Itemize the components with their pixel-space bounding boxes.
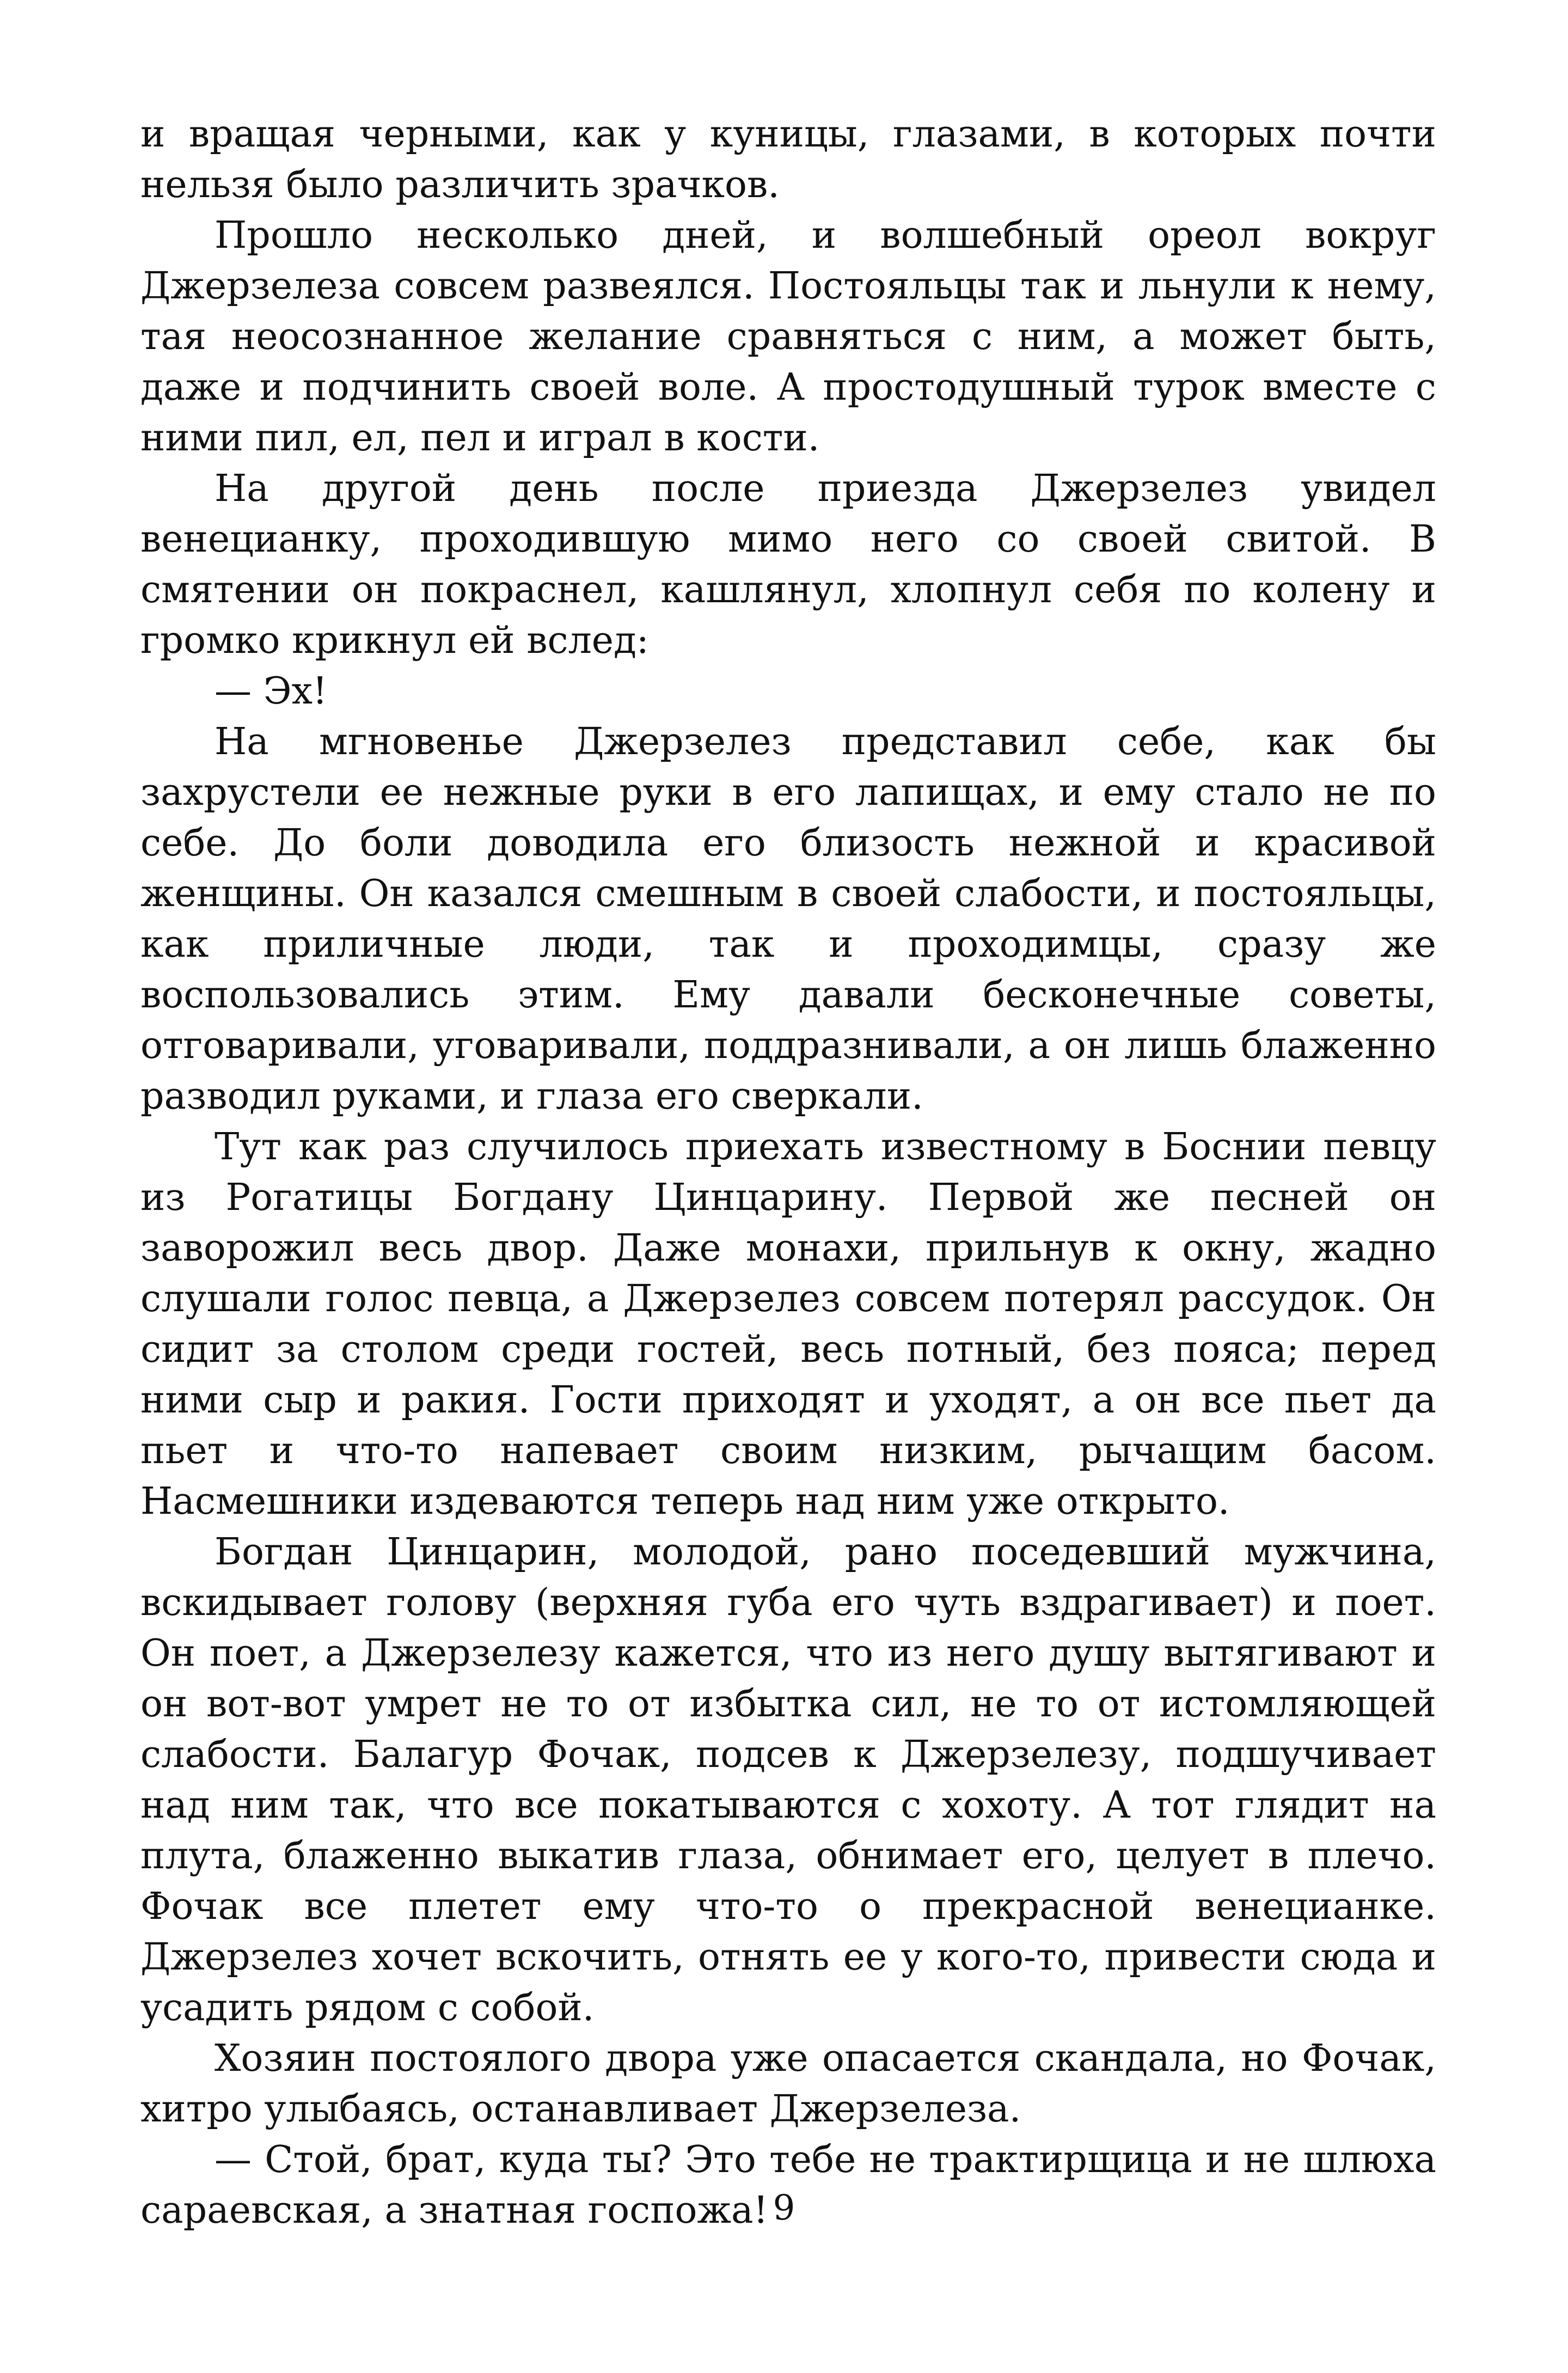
paragraph: Тут как раз случилось приехать известному в Боснии певцу из Рогатицы Богдану Цинцарину. Первой же песней он заворожил весь двор. Даже монахи, прильнув к окну, жадно слушали голос певца, а Джерзелез совсем потерял рассудок. Он сидит за столом среди гостей, весь потный, без пояса; перед ними сыр и ракия. Гости приходят и уходят, а он все пьет да пьет и что-то напевает своим низким, рычащим басом. Насмешники издеваются теперь над ним уже открыто. [140, 1126, 1436, 1523]
dialogue-line: — Эх! [215, 670, 328, 713]
paragraph: Прошло несколько дней, и волшебный ореол вокруг Джерзелеза совсем развеялся. Постояльцы так и льнули к нему, тая неосознанное желание сравняться с ним, а может быть, даже и подчинить своей воле. А простодушный турок вместе с ними пил, ел, пел и играл в кости. [140, 214, 1436, 460]
paragraph: На мгновенье Джерзелез представил себе, как бы захрустели ее нежные руки в его лапищах, и ему стало не по себе. До боли доводила его близость нежной и красивой женщины. Он казался смешным в своей слабости, и постояльцы, как приличные люди, так и проходимцы, сразу же воспользовались этим. Ему давали бесконечные советы, отговаривали, уговаривали, поддразнивали, а он лишь блаженно разводил руками, и глаза его сверкали. [140, 720, 1436, 1118]
paragraph: Богдан Цинцарин, молодой, рано поседевший мужчина, вскидывает голову (верхняя губа его чуть вздрагивает) и поет. Он поет, а Джерзелезу кажется, что из него душу вытягивают и он вот-вот умрет не то от избытка сил, не то от истомляющей слабости. Балагур Фочак, подсев к Джерзелезу, подшучивает над ним так, что все покатываются с хохоту. А тот глядит на плута, блаженно выкатив глаза, обнимает его, целует в плечо. Фочак все плетет ему что-то о прекрасной венецианке. Джерзелез хочет вскочить, отнять ее у кого-то, привести сюда и усадить рядом с собой. [140, 1531, 1436, 2029]
paragraph-continuation: и вращая черными, как у куницы, глазами, в которых почти нельзя было различить зрачков. [140, 113, 1436, 206]
dialogue-line: — Стой, брат, куда ты? Это тебе не трактирщица и не шлюха сараевская, а знатная госпожа! [140, 2138, 1436, 2232]
body-text [140, 109, 1436, 2236]
paragraph: На другой день после приезда Джерзелез увидел венецианку, проходившую мимо него со своей свитой. В смятении он покраснел, кашлянул, хлопнул себя по колену и громко крикнул ей вслед: [140, 467, 1436, 662]
page-number: 9 [773, 2188, 795, 2228]
paragraph: Хозяин постоялого двора уже опасается скандала, но Фочак, хитро улыбаясь, останавливает Джерзелеза. [140, 2037, 1436, 2131]
